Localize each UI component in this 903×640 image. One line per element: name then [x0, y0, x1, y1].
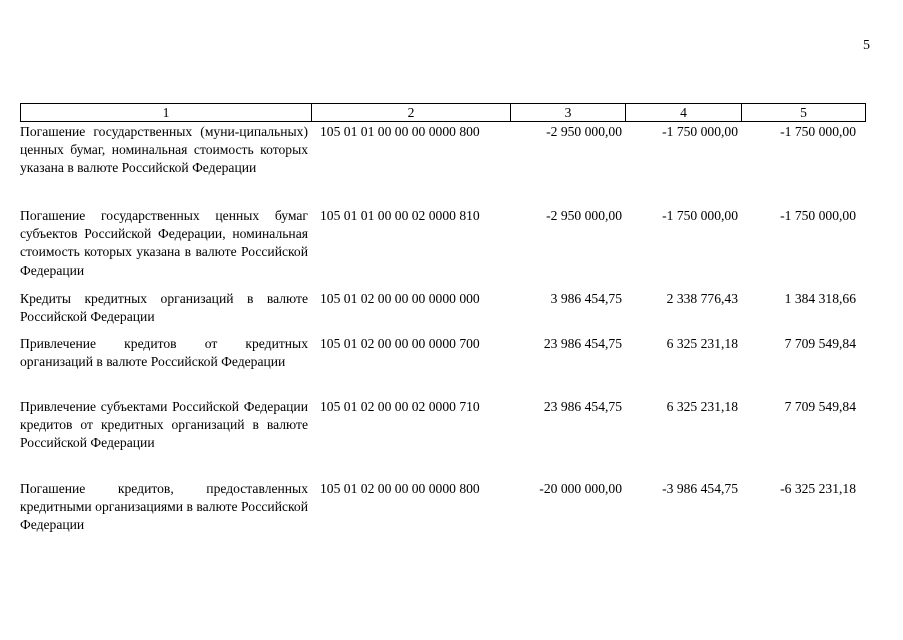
row-value-col5: -1 750 000,00	[780, 124, 856, 139]
column-header-2: 2	[311, 104, 510, 122]
row-code: 105 01 02 00 00 00 0000 700	[320, 336, 480, 351]
column-header-5: 5	[741, 104, 865, 122]
row-code: 105 01 02 00 00 00 0000 000	[320, 291, 480, 306]
row-value-col4: 6 325 231,18	[666, 399, 738, 414]
row-code: 105 01 02 00 00 02 0000 710	[320, 399, 480, 414]
row-value-col3: -2 950 000,00	[546, 208, 622, 223]
row-value-col3: -2 950 000,00	[546, 124, 622, 139]
row-value-col5: 7 709 549,84	[784, 399, 856, 414]
row-description: Погашение государственных ценных бумаг субъектов Российской Федерации, номинальная стоимость которых указана в валюте Российской Федерации	[20, 208, 308, 278]
row-value-col4: -3 986 454,75	[662, 481, 738, 496]
page-number: 5	[863, 38, 870, 53]
row-value-col5: -6 325 231,18	[780, 481, 856, 496]
row-value-col4: -1 750 000,00	[662, 208, 738, 223]
row-value-col3: 3 986 454,75	[550, 291, 622, 306]
row-description: Погашение кредитов, предоставленных кредитными организациями в валюте Российской Федерации	[20, 481, 308, 533]
row-value-col5: 7 709 549,84	[784, 336, 856, 351]
column-header-1: 1	[162, 105, 170, 120]
table-header-row	[20, 103, 866, 122]
row-description: Кредиты кредитных организаций в валюте Российской Федерации	[20, 291, 308, 325]
row-value-col4: 6 325 231,18	[666, 336, 738, 351]
row-description: Привлечение кредитов от кредитных организаций в валюте Российской Федерации	[20, 336, 308, 370]
row-value-col5: -1 750 000,00	[780, 208, 856, 223]
row-value-col3: -20 000 000,00	[539, 481, 622, 496]
row-description: Привлечение субъектами Российской Федерации кредитов от кредитных организаций в валюте Российской Федерации	[20, 399, 308, 451]
row-code: 105 01 01 00 00 00 0000 800	[320, 124, 480, 139]
row-value-col3: 23 986 454,75	[543, 336, 622, 351]
row-code: 105 01 01 00 00 02 0000 810	[320, 208, 480, 223]
column-header-4: 4	[625, 104, 741, 122]
row-value-col4: -1 750 000,00	[662, 124, 738, 139]
row-value-col3: 23 986 454,75	[543, 399, 622, 414]
column-header-3: 3	[510, 104, 625, 122]
row-description: Погашение государственных (муни-ципальных) ценных бумаг, номинальная стоимость которых указана в валюте Российской Федерации	[20, 124, 308, 176]
row-code: 105 01 02 00 00 00 0000 800	[320, 481, 480, 496]
row-value-col4: 2 338 776,43	[666, 291, 738, 306]
row-value-col5: 1 384 318,66	[784, 291, 856, 306]
